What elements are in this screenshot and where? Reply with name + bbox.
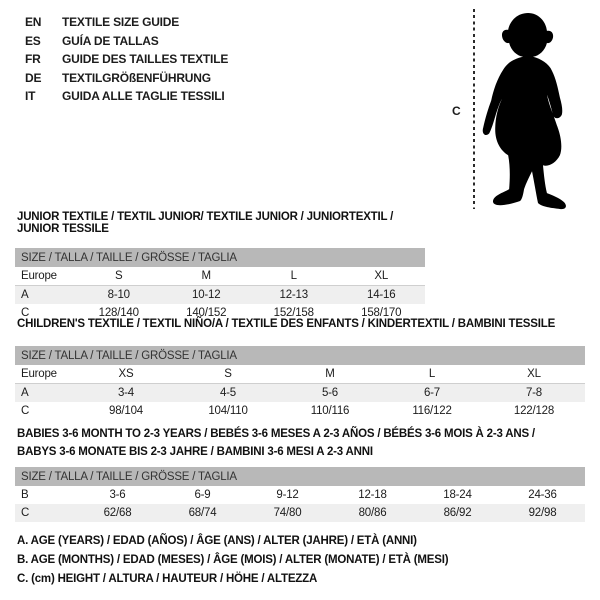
table-row-age-months: [15, 486, 585, 504]
legend-line-b: B. AGE (MONTHS) / EDAD (MESES) / ÂGE (MOIS) / ALTER (MONATE) / ETÀ (MESI): [17, 553, 449, 566]
language-code: DE: [25, 70, 42, 85]
age-cell: 10-12: [192, 289, 221, 301]
size-cell: L: [428, 368, 436, 380]
height-cell: 110/116: [310, 405, 350, 417]
height-cell: 152/158: [273, 307, 314, 319]
height-measure-line: [473, 9, 475, 209]
height-cell: 104/110: [208, 405, 248, 417]
children-size-table: [15, 346, 585, 420]
age-cell: 12-18: [358, 489, 387, 501]
size-header-bar: SIZE / TALLA / TAILLE / GRÖSSE / TAGLIA: [15, 346, 585, 365]
row-label: Europe: [21, 270, 57, 282]
children-textile-section: [15, 318, 585, 420]
table-row-height: [15, 504, 585, 522]
height-cell: 68/74: [188, 507, 217, 519]
size-cell: S: [115, 270, 123, 282]
age-cell: 18-24: [443, 489, 472, 501]
age-cell: 12-13: [279, 289, 308, 301]
height-cell: 98/104: [109, 405, 143, 417]
language-row-en: [25, 13, 228, 32]
height-measure-label: C: [452, 104, 461, 118]
measure-legend: [17, 532, 448, 588]
table-row-europe: [15, 365, 585, 384]
age-cell: 6-7: [423, 387, 441, 399]
junior-textile-section: [15, 211, 425, 322]
age-cell: 5-6: [321, 387, 339, 399]
babies-title-line2: BABYS 3-6 MONATE BIS 2-3 JAHRE / BAMBINI 3-6 MESI A 2-3 ANNI: [17, 445, 373, 458]
size-header-bar: SIZE / TALLA / TAILLE / GRÖSSE / TAGLIA: [15, 248, 425, 267]
language-row-de: [25, 69, 228, 88]
babies-title-line1: BABIES 3-6 MONTH TO 2-3 YEARS / BEBÉS 3-6 MESES A 2-3 AÑOS / BÉBÉS 3-6 MOIS À 2-3 ANS /: [17, 428, 535, 440]
height-cell: 80/86: [358, 507, 387, 519]
junior-table-title: JUNIOR TEXTILE / TEXTIL JUNIOR/ TEXTILE JUNIOR / JUNIORTEXTIL / JUNIOR TESSILE: [17, 211, 394, 235]
height-cell: 140/152: [186, 307, 227, 319]
height-figure: [450, 6, 595, 214]
toddler-silhouette-icon: [482, 8, 592, 212]
language-label: GUIDA ALLE TAGLIE TESSILI: [62, 89, 225, 103]
language-row-it: [25, 87, 228, 106]
age-cell: 3-4: [117, 387, 135, 399]
age-cell: 8-10: [107, 289, 130, 301]
age-cell: 4-5: [219, 387, 237, 399]
height-cell: 158/170: [361, 307, 402, 319]
size-cell: XL: [374, 270, 389, 282]
language-label: GUIDE DES TAILLES TEXTILE: [62, 52, 229, 66]
table-row-height: [15, 402, 585, 420]
table-row-age: [15, 384, 585, 402]
legend-line-c: C. (cm) HEIGHT / ALTURA / HAUTEUR / HÖHE / ALTEZZA: [17, 572, 318, 585]
row-label: A: [21, 387, 29, 399]
row-label: C: [21, 405, 30, 417]
language-label: TEXTILE SIZE GUIDE: [62, 15, 180, 29]
height-cell: 74/80: [273, 507, 302, 519]
junior-size-table: [15, 248, 425, 322]
age-cell: 24-36: [528, 489, 557, 501]
age-cell: 7-8: [525, 387, 543, 399]
table-row-age: [15, 286, 425, 304]
language-code: IT: [25, 89, 36, 103]
babies-table-title: [17, 426, 585, 461]
size-cell: S: [224, 368, 232, 380]
children-table-title: CHILDREN'S TEXTILE / TEXTIL NIÑO/A / TEXTILE DES ENFANTS / KINDERTEXTIL / BAMBINI TESSILE: [17, 318, 556, 330]
row-label: Europe: [21, 368, 57, 380]
height-cell: 122/128: [513, 405, 555, 417]
language-list: [25, 13, 228, 106]
age-cell: 3-6: [109, 489, 126, 501]
size-cell: XS: [118, 368, 134, 380]
row-label: C: [21, 307, 30, 319]
language-row-fr: [25, 50, 228, 69]
age-cell: 9-12: [276, 489, 299, 501]
size-cell: L: [290, 270, 297, 282]
language-row-es: [25, 32, 228, 51]
language-label: TEXTILGRÖßENFÜHRUNG: [62, 70, 211, 85]
language-code: EN: [25, 15, 42, 29]
babies-size-table: [15, 467, 585, 522]
height-cell: 128/140: [98, 307, 139, 319]
language-label: GUÍA DE TALLAS: [62, 33, 159, 48]
table-row-europe: [15, 267, 425, 286]
language-code: ES: [25, 33, 41, 48]
babies-textile-section: [15, 426, 585, 522]
age-cell: 6-9: [194, 489, 211, 501]
row-label: B: [21, 489, 29, 501]
language-code: FR: [25, 52, 41, 66]
age-cell: 14-16: [367, 289, 396, 301]
size-cell: M: [325, 368, 335, 380]
height-cell: 116/122: [412, 405, 452, 417]
size-cell: M: [201, 270, 211, 282]
size-cell: XL: [527, 368, 541, 380]
height-cell: 86/92: [443, 507, 472, 519]
height-cell: 92/98: [528, 507, 557, 519]
height-cell: 62/68: [103, 507, 132, 519]
legend-line-a: A. AGE (YEARS) / EDAD (AÑOS) / ÂGE (ANS) / ALTER (JAHRE) / ETÀ (ANNI): [17, 535, 417, 547]
row-label: C: [21, 507, 30, 519]
size-header-bar: SIZE / TALLA / TAILLE / GRÖSSE / TAGLIA: [15, 467, 585, 486]
row-label: A: [21, 289, 29, 301]
